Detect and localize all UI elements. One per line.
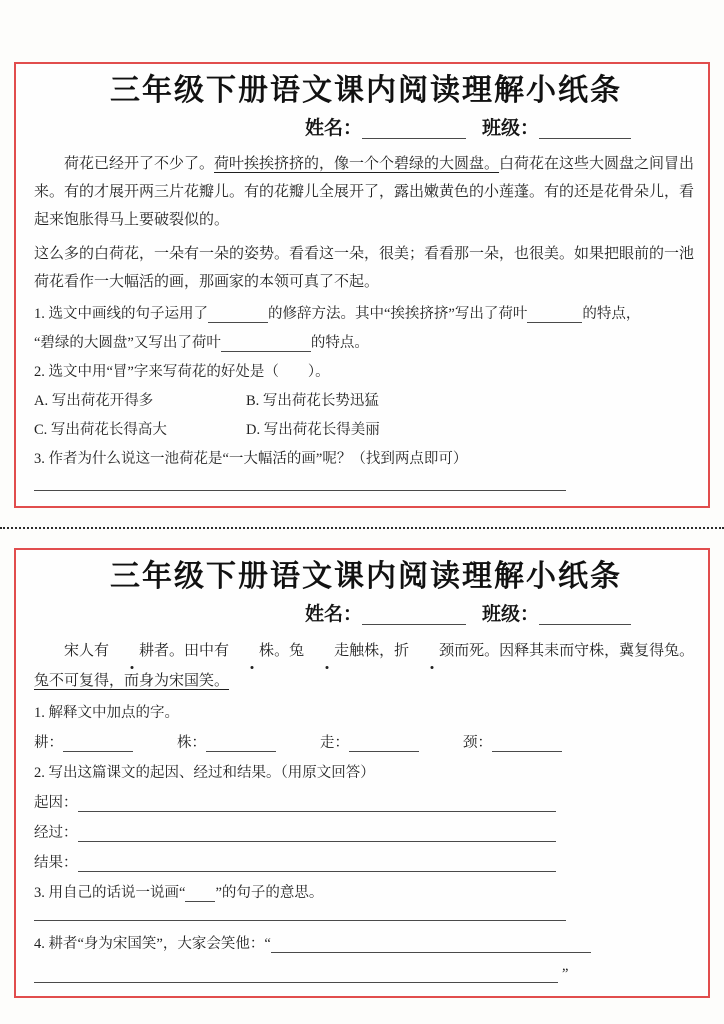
answer-blank-line — [78, 827, 556, 843]
question-1-line-2: “碧绿的大圆盘”又写出了荷叶 的特点。 — [34, 335, 369, 351]
fill-in-blank — [185, 887, 215, 903]
name-blank-field — [362, 605, 466, 625]
section-title: 三年级下册语文课内阅读理解小纸条 — [110, 560, 622, 593]
answer-blank-line — [78, 797, 556, 813]
dotted-character: 耕 — [109, 636, 154, 666]
name-label: 姓名： — [305, 118, 363, 139]
answer-blank-line — [34, 968, 558, 984]
option-b: B. 写出荷花长势迅猛 — [246, 393, 379, 409]
fill-in-blank — [349, 737, 419, 753]
underlined-sentence: 兔不可复得，而身为宋国笑。 — [34, 673, 230, 689]
section-title: 三年级下册语文课内阅读理解小纸条 — [110, 74, 622, 107]
answer-row-cause: 起因： — [34, 788, 698, 818]
options-row-ab — [34, 387, 698, 416]
reading-passage-paragraph-1 — [34, 150, 698, 234]
question-2: 2. 选文中用“冒”字来写荷花的好处是（ ）。 — [34, 364, 330, 380]
answer-row-result: 结果： — [34, 848, 698, 878]
option-a: A. 写出荷花开得多 — [34, 393, 154, 409]
class-blank-field — [539, 119, 631, 139]
name-label: 姓名： — [305, 604, 363, 625]
char-definition-row — [34, 728, 562, 758]
answer-blank-line — [78, 857, 556, 873]
question-4: 4. 耕者“身为宋国笑”，大家会笑他：“ — [34, 929, 698, 959]
question-2: 2. 写出这篇课文的起因、经过和结果。（用原文回答） — [34, 765, 375, 781]
options-row-cd — [34, 416, 698, 445]
question-3: 3. 作者为什么说这一池荷花是“一大幅活的画”呢？（找到两点即可） — [34, 451, 468, 467]
answer-blank-line — [34, 490, 566, 491]
dotted-cut-divider — [0, 527, 724, 529]
option-c: C. 写出荷花长得高大 — [34, 422, 167, 438]
class-blank-field — [539, 605, 631, 625]
passage-text: 荷花已经开了不少了。 — [64, 156, 215, 172]
fill-in-blank — [63, 737, 133, 753]
passage-text: 白荷花在这些大圆盘之间冒出来。有的才展开两三片花瓣儿。有的花瓣儿全展开了，露出嫩黄色的小莲蓬。有的还是花骨朵儿，看起来饱胀得马上要破裂似的。 — [34, 156, 695, 228]
class-label: 班级： — [482, 118, 540, 139]
worksheet-section-2 — [14, 548, 710, 998]
fill-in-blank — [206, 737, 276, 753]
dotted-character: 株 — [229, 636, 274, 666]
char-item: 走： — [320, 728, 419, 758]
char-item: 株： — [177, 728, 276, 758]
answer-row-process: 经过： — [34, 818, 698, 848]
classical-reading-passage: 宋人有 耕者。田中有 株。兔 走触株，折 颈而死。因释其耒而守株，冀复得兔。兔不可复得，而身为宋国笑。 — [34, 636, 698, 696]
closing-quote: ” — [562, 966, 569, 982]
name-class-row — [305, 114, 698, 144]
name-blank-field — [362, 119, 466, 139]
question-4-continuation — [34, 959, 698, 989]
underlined-sentence: 荷叶挨挨挤挤的，像一个个碧绿的大圆盘。 — [214, 156, 500, 172]
dotted-character: 走 — [304, 636, 349, 666]
fill-in-blank — [271, 938, 591, 954]
name-class-row — [305, 600, 698, 630]
question-1-line-1: 1. 选文中画线的句子运用了 的修辞方法。其中“挨挨挤挤”写出了荷叶 的特点， — [34, 306, 641, 322]
fill-in-blank — [527, 308, 582, 324]
question-3: 3. 用自己的话说一说画“ ”的句子的意思。 — [34, 885, 324, 901]
class-label: 班级： — [482, 604, 540, 625]
dotted-character: 颈 — [409, 636, 454, 666]
fill-in-blank — [208, 308, 268, 324]
question-1: 1. 解释文中加点的字。 — [34, 705, 179, 721]
reading-passage-paragraph-2: 这么多的白荷花，一朵有一朵的姿势。看看这一朵，很美；看看那一朵，也很美。如果把眼前的一池荷花看作一大幅活的画，那画家的本领可真了不起。 — [34, 246, 695, 290]
answer-blank-line — [34, 920, 566, 921]
option-d: D. 写出荷花长得美丽 — [246, 422, 380, 438]
fill-in-blank — [492, 737, 562, 753]
char-item: 耕： — [34, 728, 133, 758]
fill-in-blank — [221, 337, 311, 353]
char-item: 颈： — [463, 728, 562, 758]
worksheet-section-1 — [14, 62, 710, 508]
